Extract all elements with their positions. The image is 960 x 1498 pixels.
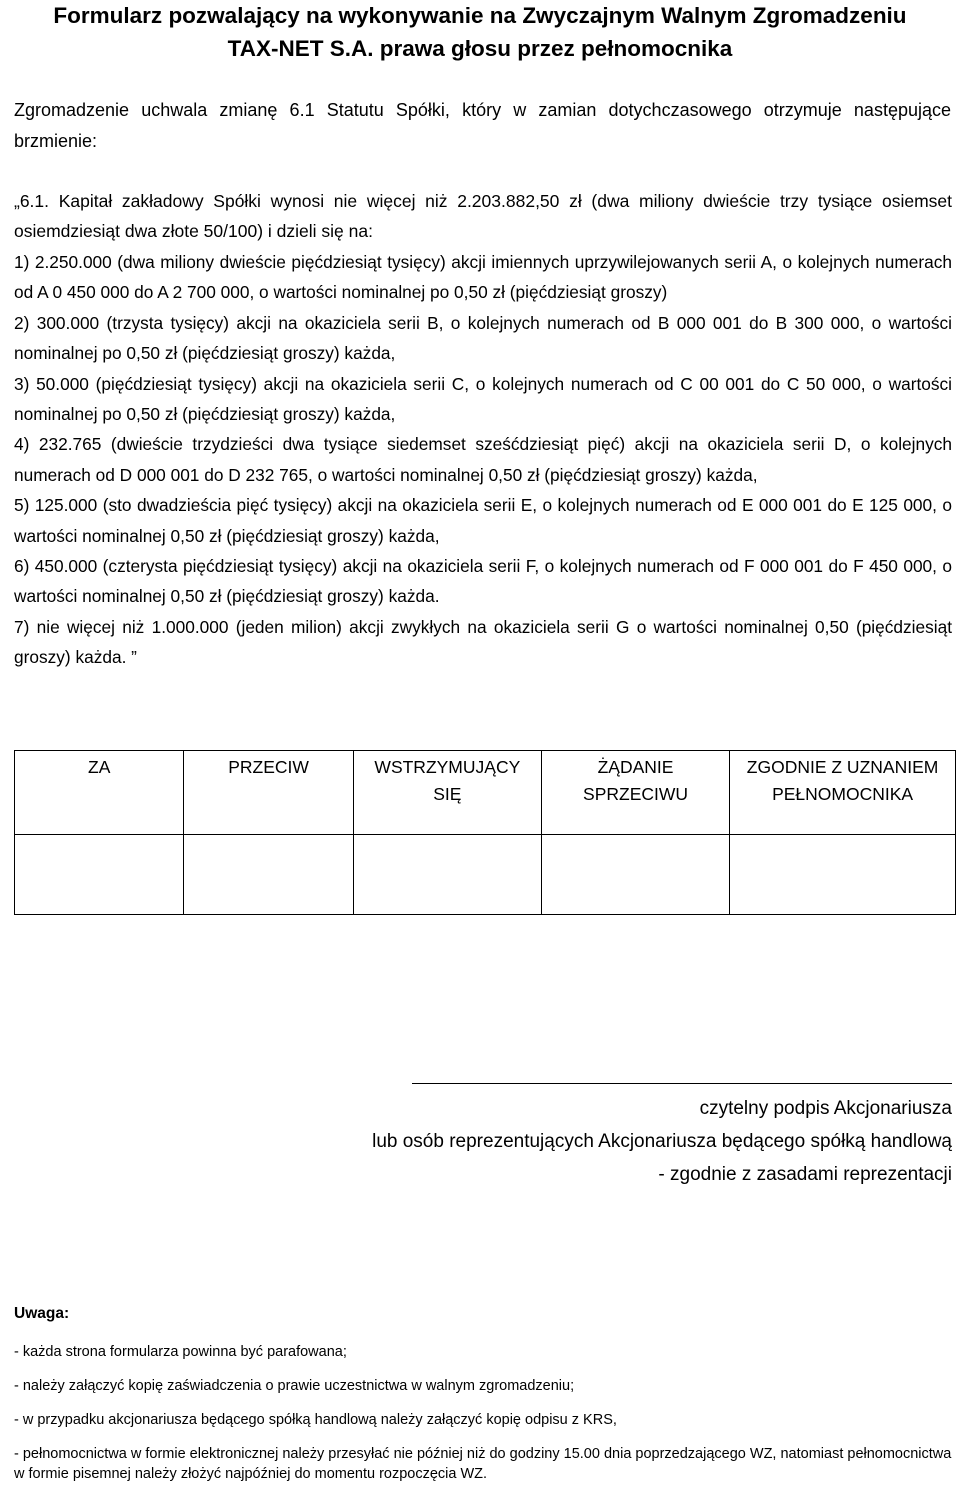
vote-table bbox=[14, 750, 956, 915]
vote-table-mark-row bbox=[15, 835, 956, 915]
note-item: - każda strona formularza powinna być parafowana; bbox=[14, 1344, 347, 1360]
signature-line[interactable] bbox=[412, 1083, 952, 1084]
signature-caption-line1: czytelny podpis Akcjonariusza bbox=[699, 1098, 952, 1119]
document-title-line1: Formularz pozwalający na wykonywanie na Zwyczajnym Walnym Zgromadzeniu bbox=[53, 3, 907, 28]
signature-caption-line2: lub osób reprezentujących Akcjonariusza będącego spółką handlową bbox=[372, 1131, 952, 1152]
vote-cell-za[interactable] bbox=[15, 835, 184, 915]
share-series-item-e: 5) 125.000 (sto dwadzieścia pięć tysięcy) akcji na okaziciela serii E, o kolejnych numerach od E 000 001 do E 125 000, o wartości nominalnej 0,50 zł (pięćdziesiąt groszy) każda, bbox=[14, 495, 952, 546]
note-item: - pełnomocnictwa w formie elektronicznej należy przesyłać nie później niż do godziny 15.00 dnia poprzedzającego WZ, natomiast pełnomocnictwa w formie pisemnej należy złożyć najpóźniej do momentu rozpoczęcia WZ. bbox=[14, 1446, 952, 1482]
vote-header-za: ZA bbox=[15, 751, 184, 835]
notes-list bbox=[14, 1342, 954, 1498]
share-series-item-g: 7) nie więcej niż 1.000.000 (jeden milion) akcji zwykłych na okaziciela serii G o wartości nominalnej 0,50 (pięćdziesiąt groszy) każda. ” bbox=[14, 616, 952, 668]
note-item: - należy załączyć kopię zaświadczenia o prawie uczestnictwa w walnym zgromadzeniu; bbox=[14, 1378, 575, 1394]
share-series-item-d: 4) 232.765 (dwieście trzydzieści dwa tysiące siedemset sześćdziesiąt pięć) akcji na okaziciela serii D, o kolejnych numerach od D 000 001 do D 232 765, o wartości nominalnej 0,50 zł (pięćdziesiąt groszy) każda, bbox=[14, 434, 952, 485]
notes-title: Uwaga: bbox=[14, 1305, 70, 1322]
signature-caption-line3: - zgodnie z zasadami reprezentacji bbox=[658, 1164, 952, 1185]
share-series-item-c: 3) 50.000 (pięćdziesiąt tysięcy) akcji na okaziciela serii C, o kolejnych numerach od C 00 001 do C 50 000, o wartości nominalnej po 0,50 zł (pięćdziesiąt groszy) każda, bbox=[14, 373, 952, 425]
share-series-item-f: 6) 450.000 (czterysta pięćdziesiąt tysięcy) akcji na okaziciela serii F, o kolejnych numerach od F 000 001 do F 450 000, o wartości nominalnej 0,50 zł (pięćdziesiąt groszy) każda. bbox=[14, 556, 952, 607]
share-series-list bbox=[14, 247, 952, 673]
vote-cell-zgodnie-z-uznaniem[interactable] bbox=[730, 835, 956, 915]
vote-table-header-row bbox=[15, 751, 956, 835]
vote-cell-zadanie-sprzeciwu[interactable] bbox=[541, 835, 729, 915]
vote-header-przeciw: PRZECIW bbox=[184, 751, 353, 835]
vote-cell-wstrzymujacy[interactable] bbox=[353, 835, 541, 915]
document-title-line2: TAX-NET S.A. prawa głosu przez pełnomocnika bbox=[227, 36, 733, 61]
vote-header-zgodnie-z-uznaniem: ZGODNIE Z UZNANIEM PEŁNOMOCNIKA bbox=[730, 751, 956, 835]
note-item: - w przypadku akcjonariusza będącego spółką handlową należy załączyć kopię odpisu z KRS, bbox=[14, 1412, 617, 1428]
share-series-item-a: 1) 2.250.000 (dwa miliony dwieście pięćdziesiąt tysięcy) akcji imiennych uprzywilejowanych serii A, o kolejnych numerach od A 0 450 000 do A 2 700 000, o wartości nominalnej po 0,50 zł (pięćdziesiąt groszy) bbox=[14, 252, 952, 303]
section-6-1-paragraph: „6.1. Kapitał zakładowy Spółki wynosi nie więcej niż 2.203.882,50 zł (dwa miliony dwieście trzy tysiące osiemset osiemdziesiąt dwa złote 50/100) i dzieli się na: bbox=[14, 191, 952, 241]
share-series-item-b: 2) 300.000 (trzysta tysięcy) akcji na okaziciela serii B, o kolejnych numerach od B 000 001 do B 300 000, o wartości nominalnej po 0,50 zł (pięćdziesiąt groszy) każda, bbox=[14, 312, 952, 364]
vote-header-zadanie-sprzeciwu: ŻĄDANIE SPRZECIWU bbox=[541, 751, 729, 835]
vote-header-wstrzymujacy: WSTRZYMUJĄCY SIĘ bbox=[353, 751, 541, 835]
vote-cell-przeciw[interactable] bbox=[184, 835, 353, 915]
intro-paragraph: Zgromadzenie uchwala zmianę 6.1 Statutu Spółki, który w zamian dotychczasowego otrzymuje następujące brzmienie: bbox=[14, 100, 951, 151]
